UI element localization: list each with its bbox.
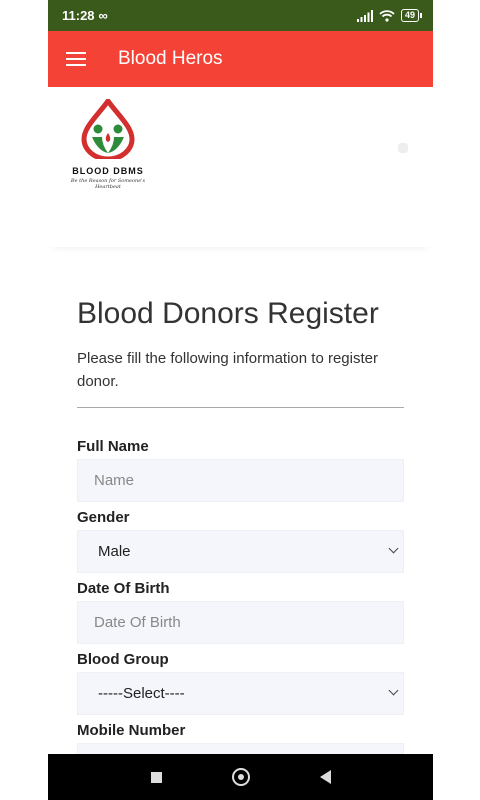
phone-screen [48,0,433,800]
logo-tagline: Be the Reason for Someone's Heartbeat [70,178,146,190]
blood-group-label: Blood Group [77,651,169,668]
full-name-label: Full Name [77,438,149,455]
battery-icon: 49 [401,9,419,22]
app-bar [48,31,433,87]
signal-icon [357,10,373,22]
blood-group-select[interactable] [77,672,404,715]
logo-name: BLOOD DBMS [72,166,144,176]
full-name-input[interactable]: Name [77,459,404,502]
chevron-down-icon [389,544,399,554]
app-title: Blood Heros [118,48,223,69]
blood-dbms-logo[interactable] [58,99,158,190]
gender-value: Male [98,543,131,560]
page-title: Blood Donors Register [77,297,379,330]
register-form [48,297,433,786]
gender-select[interactable] [77,530,404,573]
logo-header [48,87,433,247]
form-subtitle: Please fill the following information to register donor. [77,350,378,390]
mobile-number-label: Mobile Number [77,722,186,739]
blood-drop-logo-icon [58,99,158,159]
infinity-icon: ∞ [98,8,108,23]
header-dot-indicator [398,143,408,153]
divider [77,407,404,408]
blood-group-value: -----Select---- [98,685,185,702]
hamburger-menu-icon[interactable] [66,52,86,66]
gender-label: Gender [77,509,130,526]
status-bar [48,0,433,31]
wifi-icon [379,10,395,22]
date-of-birth-label: Date Of Birth [77,580,170,597]
status-time: 11:28 [62,8,95,23]
back-icon[interactable] [320,770,331,784]
date-of-birth-input[interactable]: Date Of Birth [77,601,404,644]
home-icon[interactable] [232,768,250,786]
recents-icon[interactable] [151,772,162,783]
system-nav-bar [48,754,433,800]
chevron-down-icon [389,686,399,696]
